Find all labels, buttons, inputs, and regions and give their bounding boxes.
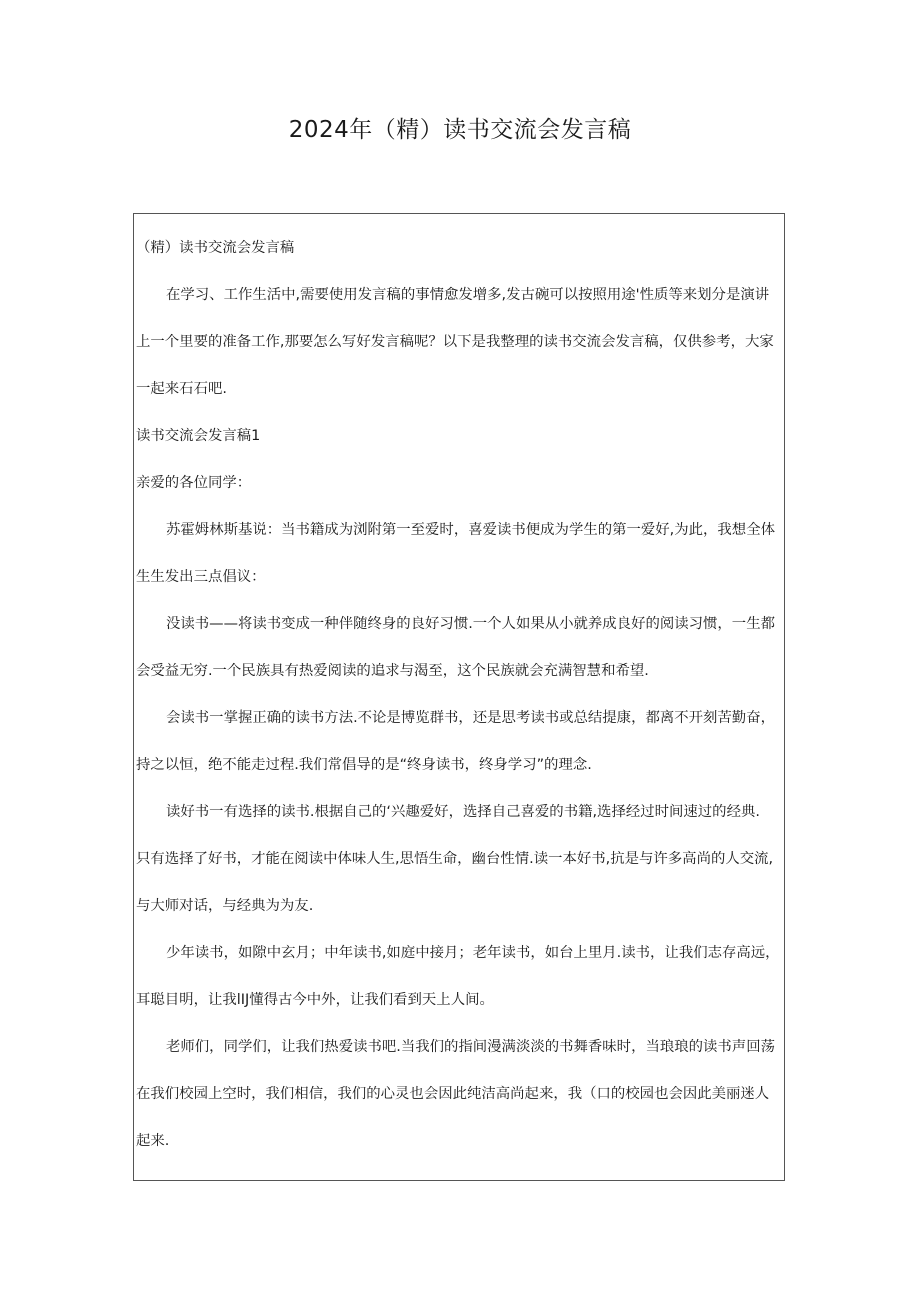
- content-body: [136, 236, 782, 1153]
- text-line: 少年读书，如隙中玄月；中年读书,如庭中接月；老年读书，如台上里月.读书，让我们志存高远，: [166, 945, 780, 961]
- paragraph: [136, 612, 782, 683]
- text-line: 苏霍姆林斯基说：当书籍成为浏附第一至爱时，喜爱读书便成为学生的第一爱好,为此，我想全体: [166, 522, 775, 538]
- text-line: 上一个里要的准备工作,那要怎么写好发言稿呢？以下是我整理的读书交流会发言稿，仅供参考，大家: [136, 334, 774, 350]
- text-line: 生生发出三点倡议：: [136, 569, 266, 585]
- document-title: 2024年（精）读书交流会发言稿: [288, 117, 632, 143]
- text-line: 会读书一掌握正确的读书方法.不论是博览群书，还是思考读书或总结提康，都离不开刻苦勤奋，: [166, 710, 775, 726]
- paragraph: [136, 800, 782, 918]
- paragraph: [136, 706, 782, 777]
- salutation: 亲爱的各位同学：: [136, 475, 252, 491]
- text-line: 持之以恒，绝不能走过程.我们常倡导的是“终身读书，终身学习”的理念.: [136, 757, 592, 773]
- text-line: 老师们，同学们，让我们热爱读书吧.当我们的指间漫满淡淡的书舞香味时，当琅琅的读书声回荡: [166, 1039, 775, 1055]
- section-heading: 读书交流会发言稿1: [136, 428, 261, 444]
- paragraph: [136, 518, 782, 589]
- text-line: 耳聪目明，让我lIJ懂得古今中外，让我们看到天上人间。: [136, 992, 494, 1008]
- paragraph: [136, 1035, 782, 1153]
- intro-paragraph: [136, 283, 782, 401]
- subtitle-line: （精）读书交流会发言稿: [136, 240, 295, 256]
- text-line: 没读书——将读书变成一种伴随终身的良好习惯.一个人如果从小就养成良好的阅读习惯，一生都: [166, 616, 775, 632]
- text-line: 起来.: [136, 1133, 170, 1149]
- text-line: 在我们校园上空时，我们相信，我们的心灵也会因此纯洁高尚起来，我（口的校园也会因此美丽迷人: [136, 1086, 770, 1102]
- text-line: 读好书一有选择的读书.根据自己的‘兴趣爱好，选择自己喜爱的书籍,选择经过时间速过的经典.: [166, 804, 760, 820]
- paragraph: [136, 941, 782, 1012]
- text-line: 一起来石石吧.: [136, 381, 227, 397]
- text-line: 会受益无穷.一个民族具有热爱阅读的追求与渴至，这个民族就会充满智慧和希望.: [136, 663, 649, 679]
- text-line: 在学习、工作生活中,需要使用发言稿的事情愈发增多,发古碗可以按照用途'性质等来划分是演讲: [166, 287, 770, 303]
- content-box: [133, 213, 785, 1181]
- text-line: 只有选择了好书，才能在阅读中体味人生,思悟生命，幽台性情.读一本好书,抗是与许多高尚的人交流,: [136, 851, 774, 867]
- text-line: 与大师对话，与经典为为友.: [136, 898, 314, 914]
